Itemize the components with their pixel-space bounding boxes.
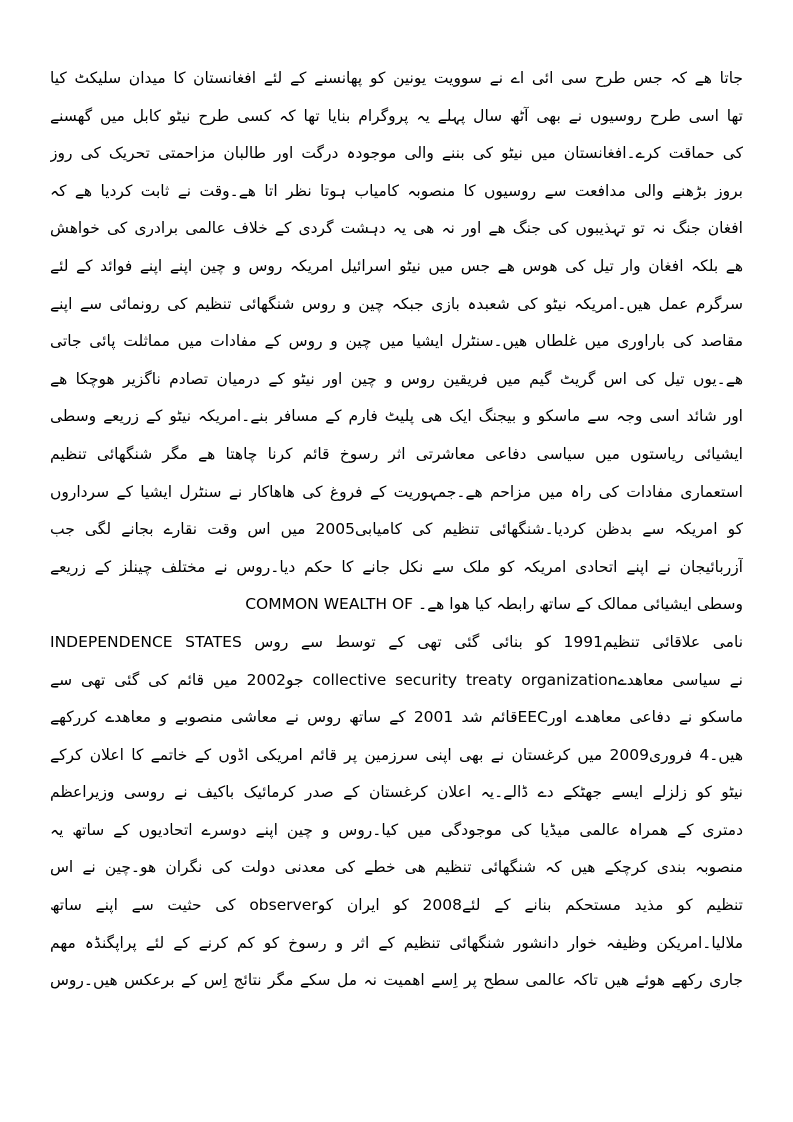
text-line: سرگرم عمل ھیں۔امریکہ نیٹو کی شعبدہ بازی جبکہ چین و روس شنگھائی تنظیم کی رونمائی سے اپنے [50, 294, 743, 313]
text-line: افغان جنگ نہ تو تہذیبوں کی جنگ ھے اور نہ ھی یہ دہشت گردی کے خلاف عالمی برادری کی خواھش [50, 219, 743, 238]
text-line: ھیں۔4 فروری2009 میں کرغستان نے بھی اپنی سرزمین پر قائم امریکی اڈوں کے خاتمے کا اعلان کرکے [50, 745, 743, 764]
text-line: ایشیائی ریاستوں میں سیاسی دفاعی معاشرتی اثر رسوخ قائم کرنا چاھتا ھے مگر شنگھائی تنظیم [50, 444, 743, 463]
text-line: اور شائد اسی وجہ سے ماسکو و بیجنگ ایک ھی پلیٹ فارم کے مسافر بنے۔امریکہ نیٹو کے زریعے وسطی [50, 407, 743, 426]
text-line: بروز بڑھنے والی مدافعت سے روسیوں کا منصوبہ کامیاب ہوتا نظر اتا ھے۔وقت نے ثابت کردیا ھے کہ [50, 181, 743, 200]
text-line: تنظیم کو مذید مستحکم بنانے کے لئے2008 کو ایران کوobserver کی حثیت سے اپنے ساتھ [50, 896, 743, 915]
text-line: کی حماقت کرے۔افغانستان میں نیٹو کی بننے والی موجودہ درگت اور طالبان مزاحمتی تحریک کی روز [50, 144, 743, 163]
text-line: تھا اسی طرح روسیوں نے بھی آٹھ سال پہلے یہ پروگرام بنایا تھا کہ کسی طرح نیٹو کابل میں گھسنے [50, 106, 743, 125]
text-line: آزربائیجان نے اپنے اتحادی امریکہ کو ملک سے نکل جانے کا حکم دیا۔روس نے مختلف چینلز کے زریعے [50, 557, 743, 576]
text-line: جاری رکھے ھوئے ھیں تاکہ عالمی سطح پر اِسے اھمیت نہ مل سکے مگر نتائج اِس کے برعکس ھیں۔روس [50, 971, 743, 990]
text-line: نیٹو کو زلزلے ایسے جھٹکے دے ڈالے۔یہ اعلان کرغستان کے صدر کرمائیک باکیف نے روسی وزیراعظم [50, 783, 743, 802]
text-line: وسطی ایشیائی ممالک کے ساتھ رابطہ کیا ھوا ھے۔ COMMON WEALTH OF [245, 595, 743, 614]
text-line: منصوبہ بندی کرچکے ھیں کہ شنگھائی تنظیم ھی خطے کی معدنی دولت کی نگران ھو۔چین نے اس [50, 858, 743, 877]
urdu-article-body [50, 60, 743, 1000]
text-line: ماسکو نے دفاعی معاھدے اورEECقائم شد 2001 کے ساتھ روس نے معاشی منصوبے و معاھدے کررکھے [50, 708, 743, 727]
text-line: جاتا ھے کہ جس طرح سی ائی اے نے سوویت یونین کو پھانسنے کے لئے افغانستان کا میدان سلیکٹ کیا [50, 69, 743, 87]
text-line: ھے بلکہ افغان وار تیل کی ھوس ھے جس میں نیٹو اسرائیل امریکہ روس و چین اپنے اپنے فوائد کے لئے [50, 256, 743, 275]
text-line: کو امریکہ سے بدظن کردیا۔شنگھائی تنظیم کی کامیابی2005 میں اس وقت نقارے بجانے لگی جب [50, 520, 743, 539]
text-line: دمتری کے ھمراہ عالمی میڈیا کی موجودگی میں کیا۔روس و چین اپنے دوسرے اتحادیوں کے ساتھ یہ [50, 820, 743, 839]
text-line: استعماری مفادات کی راہ میں مزاحم ھے۔جمہوریت کے فروغ کی ھاھاکار نے سنٹرل ایشیا کے سرداروں [50, 482, 743, 501]
text-line: INDEPENDENCE STATES نامی علاقائی تنظیم1991 کو بنائی گئی تھی کے توسط سے روس [50, 632, 743, 651]
text-line: ھے۔یوں تیل کی اس گریٹ گیم میں فریقین روس و چین اور نیٹو کے درمیان تصادم ناگزیر ھوچکا ھے [50, 369, 743, 388]
text-line: نے سیاسی معاھدےcollective security treaty organization جو2002 میں قائم کی گئی تھی سے [50, 670, 743, 689]
text-line: مقاصد کی باراوری میں غلطاں ھیں۔سنٹرل ایشیا میں چین و روس کے مفادات میں مماثلت پائی جاتی [50, 332, 743, 351]
text-line: ملالیا۔امریکن وظیفہ خوار دانشور شنگھائی تنظیم کے اثر و رسوخ کو کم کرنے کے لئے پراپگنڈہ مھم [50, 933, 743, 952]
